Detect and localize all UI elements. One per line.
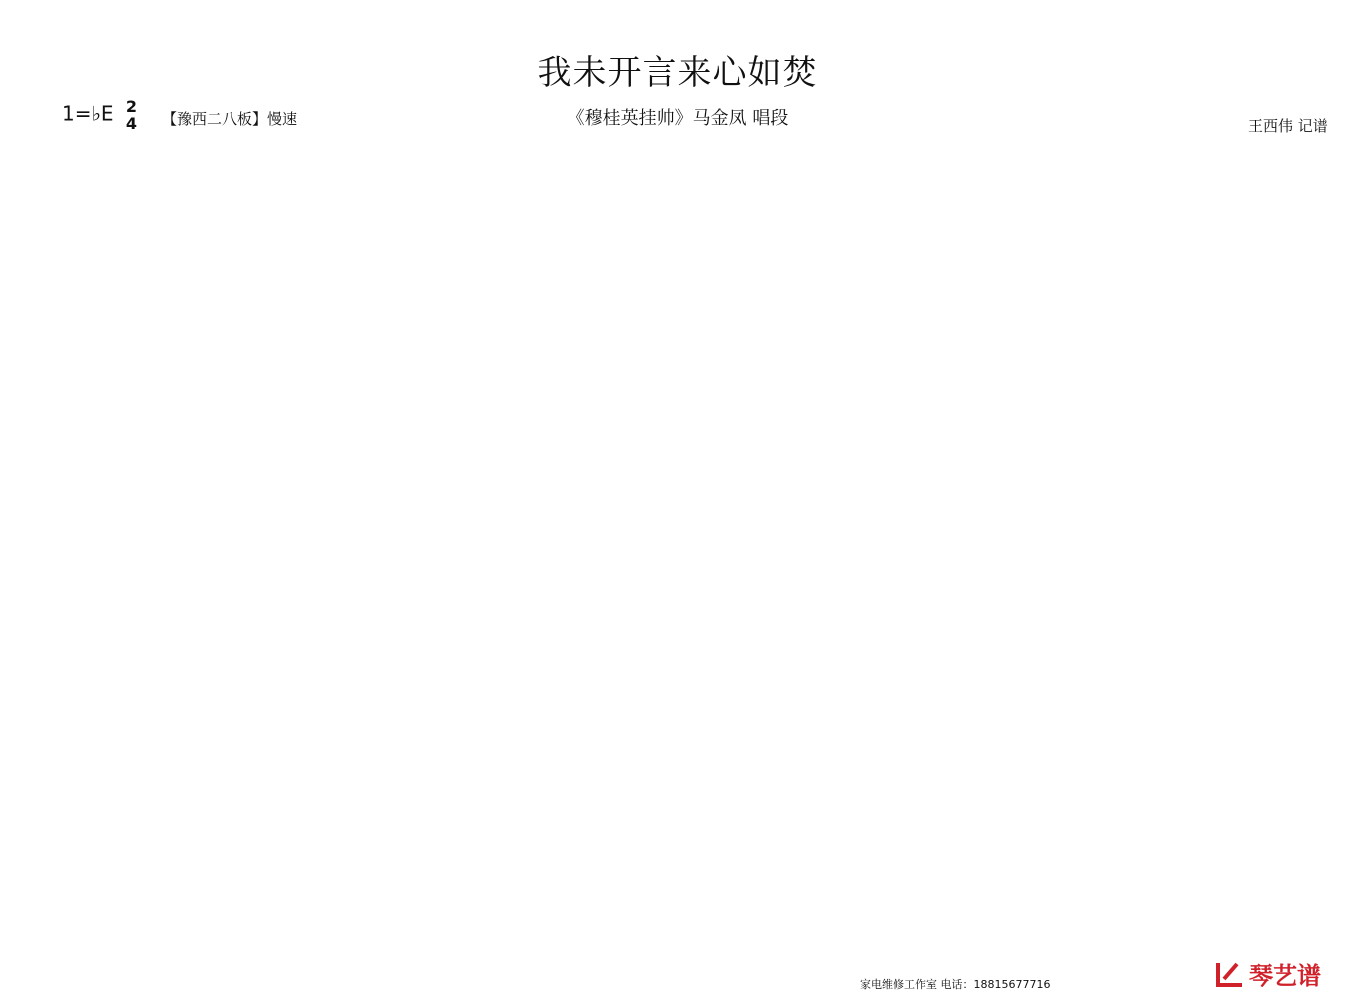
tempo-banzi: 【豫西二八板】慢速 — [162, 110, 298, 128]
brand-logo — [1215, 956, 1321, 991]
logo-text: 琴艺谱 — [1249, 962, 1321, 990]
recorder-credit: 王西伟 记谱 — [1248, 117, 1328, 135]
subtitle: 《穆桂英挂帅》马金凤 唱段 — [566, 108, 789, 129]
key-text: 1=♭E — [62, 101, 114, 126]
logo-icon — [1215, 959, 1245, 989]
footer-contact: 家电维修工作室 电话：18815677716 — [860, 978, 1051, 991]
time-top: 2 — [125, 97, 138, 116]
time-bottom: 4 — [125, 114, 138, 133]
score-title: 我未开言来心如焚 — [537, 53, 818, 93]
